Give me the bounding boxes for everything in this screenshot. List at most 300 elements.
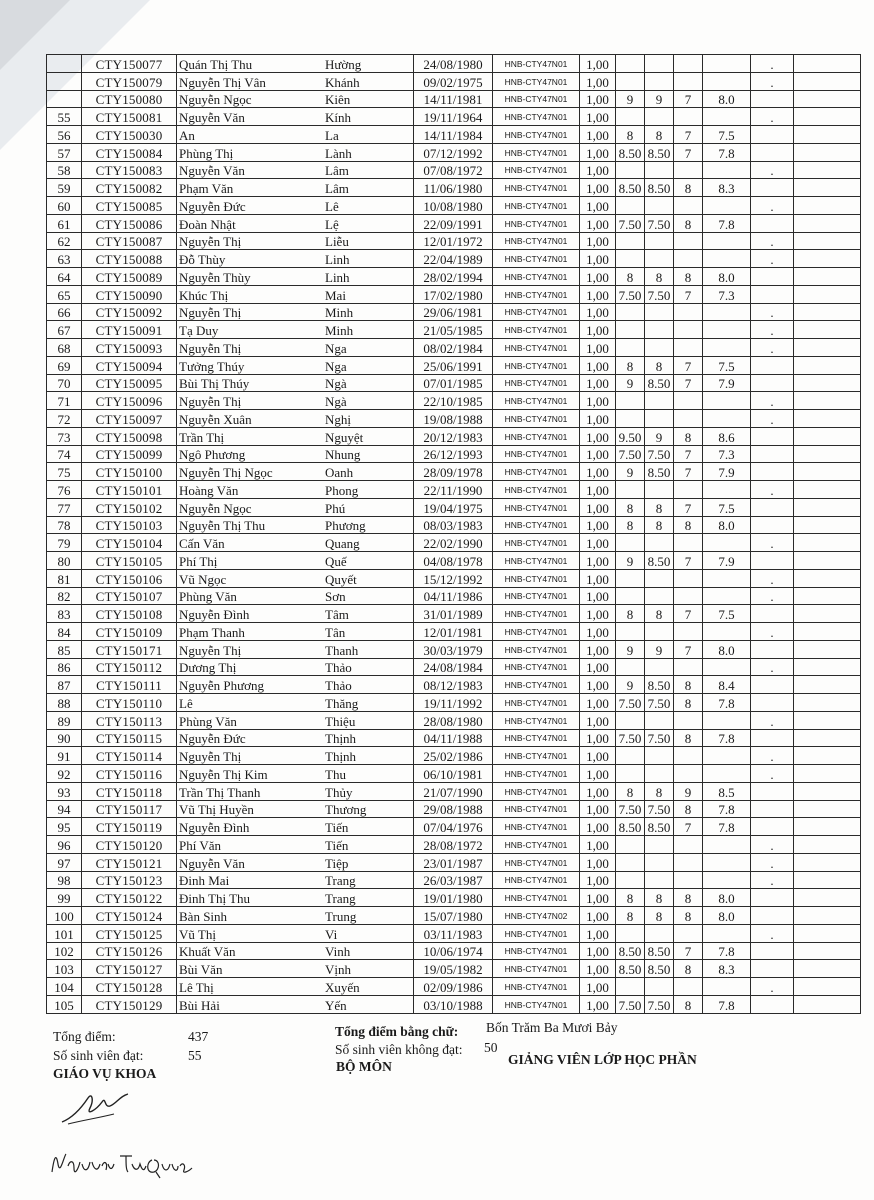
family-name-cell: Nguyễn Thị Ngọc (177, 463, 324, 481)
given-name-cell: La (323, 126, 414, 144)
student-id-cell: CTY150126 (82, 942, 177, 960)
coefficient-cell: 1,00 (580, 303, 616, 321)
coefficient-cell: 1,00 (580, 143, 616, 161)
average-score-cell: 8.3 (703, 179, 751, 197)
average-score-cell: 8.0 (703, 907, 751, 925)
remark-cell (794, 179, 861, 197)
remark-cell (794, 978, 861, 996)
given-name-cell: Mai (323, 285, 414, 303)
score-2-cell: 9 (645, 90, 674, 108)
average-score-cell: 8.3 (703, 960, 751, 978)
student-id-cell: CTY150083 (82, 161, 177, 179)
coefficient-cell: 1,00 (580, 995, 616, 1013)
given-name-cell: Thu (323, 765, 414, 783)
birth-date-cell: 28/08/1972 (414, 836, 493, 854)
row-number-cell: 61 (47, 214, 82, 232)
score-1-cell (616, 392, 645, 410)
given-name-cell: Linh (323, 250, 414, 268)
student-id-cell: CTY150122 (82, 889, 177, 907)
given-name-cell: Khánh (323, 72, 414, 90)
grades-table-body (47, 55, 861, 1014)
class-code-cell: HNB-CTY47N01 (493, 427, 580, 445)
table-row (47, 392, 861, 410)
score-2-cell (645, 711, 674, 729)
note-mark-cell: . (751, 232, 794, 250)
table-row (47, 374, 861, 392)
score-2-cell: 8 (645, 782, 674, 800)
row-number-cell: 73 (47, 427, 82, 445)
row-number-cell: 87 (47, 676, 82, 694)
score-1-cell (616, 303, 645, 321)
row-number-cell: 60 (47, 197, 82, 215)
given-name-cell: Quang (323, 534, 414, 552)
given-name-cell: Thiệu (323, 711, 414, 729)
class-code-cell: HNB-CTY47N01 (493, 747, 580, 765)
score-2-cell (645, 108, 674, 126)
table-row (47, 782, 861, 800)
note-mark-cell: . (751, 108, 794, 126)
family-name-cell: Bàn Sinh (177, 907, 324, 925)
birth-date-cell: 24/08/1980 (414, 55, 493, 73)
birth-date-cell: 12/01/1972 (414, 232, 493, 250)
score-2-cell (645, 871, 674, 889)
note-mark-cell (751, 516, 794, 534)
student-id-cell: CTY150110 (82, 694, 177, 712)
score-2-cell: 7.50 (645, 800, 674, 818)
score-2-cell: 8 (645, 268, 674, 286)
birth-date-cell: 29/08/1988 (414, 800, 493, 818)
birth-date-cell: 08/12/1983 (414, 676, 493, 694)
score-3-cell (674, 197, 703, 215)
student-id-cell: CTY150091 (82, 321, 177, 339)
given-name-cell: Tiến (323, 836, 414, 854)
row-number-cell: 92 (47, 765, 82, 783)
total-score-value: 437 (188, 1029, 209, 1044)
row-number-cell: 97 (47, 853, 82, 871)
coefficient-cell: 1,00 (580, 374, 616, 392)
given-name-cell: Nhung (323, 445, 414, 463)
row-number-cell: 90 (47, 729, 82, 747)
class-code-cell: HNB-CTY47N01 (493, 836, 580, 854)
class-code-cell: HNB-CTY47N01 (493, 232, 580, 250)
table-row (47, 303, 861, 321)
score-2-cell: 8 (645, 126, 674, 144)
note-mark-cell (751, 960, 794, 978)
average-score-cell: 8.0 (703, 268, 751, 286)
birth-date-cell: 24/08/1984 (414, 658, 493, 676)
student-id-cell: CTY150107 (82, 587, 177, 605)
score-3-cell: 7 (674, 143, 703, 161)
score-1-cell: 7.50 (616, 445, 645, 463)
row-number-cell: 78 (47, 516, 82, 534)
score-3-cell: 7 (674, 90, 703, 108)
birth-date-cell: 11/06/1980 (414, 179, 493, 197)
coefficient-cell: 1,00 (580, 605, 616, 623)
row-number-cell: 100 (47, 907, 82, 925)
given-name-cell: Thịnh (323, 747, 414, 765)
table-row (47, 516, 861, 534)
score-2-cell (645, 587, 674, 605)
score-1-cell: 8 (616, 516, 645, 534)
student-id-cell: CTY150080 (82, 90, 177, 108)
score-1-cell (616, 161, 645, 179)
class-code-cell: HNB-CTY47N01 (493, 658, 580, 676)
remark-cell (794, 321, 861, 339)
coefficient-cell: 1,00 (580, 569, 616, 587)
row-number-cell: 82 (47, 587, 82, 605)
table-row (47, 108, 861, 126)
class-code-cell: HNB-CTY47N01 (493, 410, 580, 428)
score-1-cell (616, 410, 645, 428)
table-row (47, 729, 861, 747)
family-name-cell: Nguyễn Thị (177, 303, 324, 321)
class-code-cell: HNB-CTY47N01 (493, 871, 580, 889)
score-1-cell (616, 108, 645, 126)
given-name-cell: Xuyến (323, 978, 414, 996)
row-number-cell: 66 (47, 303, 82, 321)
birth-date-cell: 28/08/1980 (414, 711, 493, 729)
class-code-cell: HNB-CTY47N01 (493, 197, 580, 215)
coefficient-cell: 1,00 (580, 108, 616, 126)
average-score-cell: 7.8 (703, 214, 751, 232)
class-code-cell: HNB-CTY47N01 (493, 268, 580, 286)
given-name-cell: Lâm (323, 161, 414, 179)
birth-date-cell: 19/08/1988 (414, 410, 493, 428)
remark-cell (794, 694, 861, 712)
average-score-cell (703, 658, 751, 676)
score-2-cell: 7.50 (645, 995, 674, 1013)
class-code-cell: HNB-CTY47N01 (493, 534, 580, 552)
score-1-cell: 9 (616, 676, 645, 694)
coefficient-cell: 1,00 (580, 711, 616, 729)
class-code-cell: HNB-CTY47N01 (493, 90, 580, 108)
table-row (47, 907, 861, 925)
row-number-cell (47, 90, 82, 108)
coefficient-cell: 1,00 (580, 871, 616, 889)
score-3-cell (674, 303, 703, 321)
table-row (47, 321, 861, 339)
score-2-cell: 8 (645, 889, 674, 907)
table-row (47, 676, 861, 694)
note-mark-cell: . (751, 72, 794, 90)
score-1-cell (616, 836, 645, 854)
average-score-cell: 8.0 (703, 889, 751, 907)
family-name-cell: Nguyễn Thị (177, 232, 324, 250)
birth-date-cell: 12/01/1981 (414, 623, 493, 641)
score-2-cell (645, 853, 674, 871)
average-score-cell: 7.5 (703, 605, 751, 623)
note-mark-cell (751, 552, 794, 570)
score-2-cell: 8.50 (645, 463, 674, 481)
birth-date-cell: 31/01/1989 (414, 605, 493, 623)
coefficient-cell: 1,00 (580, 463, 616, 481)
birth-date-cell: 14/11/1984 (414, 126, 493, 144)
row-number-cell: 63 (47, 250, 82, 268)
class-code-cell: HNB-CTY47N01 (493, 800, 580, 818)
table-row (47, 356, 861, 374)
remark-cell (794, 516, 861, 534)
row-number-cell: 71 (47, 392, 82, 410)
coefficient-cell: 1,00 (580, 694, 616, 712)
score-1-cell: 8 (616, 889, 645, 907)
student-id-cell: CTY150118 (82, 782, 177, 800)
row-number-cell: 84 (47, 623, 82, 641)
student-id-cell: CTY150113 (82, 711, 177, 729)
average-score-cell (703, 410, 751, 428)
remark-cell (794, 924, 861, 942)
student-id-cell: CTY150092 (82, 303, 177, 321)
score-2-cell (645, 72, 674, 90)
given-name-cell: Phương (323, 516, 414, 534)
coefficient-cell: 1,00 (580, 924, 616, 942)
remark-cell (794, 818, 861, 836)
birth-date-cell: 04/11/1988 (414, 729, 493, 747)
average-score-cell (703, 161, 751, 179)
family-name-cell: Vũ Thị (177, 924, 324, 942)
table-row (47, 250, 861, 268)
average-score-cell (703, 197, 751, 215)
score-1-cell: 8.50 (616, 143, 645, 161)
score-1-cell (616, 534, 645, 552)
family-name-cell: Bùi Thị Thúy (177, 374, 324, 392)
note-mark-cell (751, 90, 794, 108)
remark-cell (794, 303, 861, 321)
coefficient-cell: 1,00 (580, 534, 616, 552)
given-name-cell: Kính (323, 108, 414, 126)
family-name-cell: Bùi Hải (177, 995, 324, 1013)
score-3-cell: 8 (674, 268, 703, 286)
score-2-cell: 8 (645, 605, 674, 623)
given-name-cell: Nghị (323, 410, 414, 428)
score-2-cell: 8.50 (645, 942, 674, 960)
family-name-cell: Đinh Mai (177, 871, 324, 889)
birth-date-cell: 10/06/1974 (414, 942, 493, 960)
coefficient-cell: 1,00 (580, 126, 616, 144)
student-id-cell: CTY150082 (82, 179, 177, 197)
given-name-cell: Thủy (323, 782, 414, 800)
passed-count-value: 55 (188, 1048, 202, 1063)
birth-date-cell: 22/11/1990 (414, 481, 493, 499)
score-3-cell: 7 (674, 942, 703, 960)
score-3-cell: 7 (674, 445, 703, 463)
student-id-cell: CTY150097 (82, 410, 177, 428)
table-row (47, 55, 861, 73)
score-3-cell (674, 250, 703, 268)
note-mark-cell: . (751, 534, 794, 552)
coefficient-cell: 1,00 (580, 339, 616, 357)
given-name-cell: Lâm (323, 179, 414, 197)
table-row (47, 214, 861, 232)
given-name-cell: Quế (323, 552, 414, 570)
student-id-cell: CTY150112 (82, 658, 177, 676)
score-2-cell (645, 481, 674, 499)
score-3-cell (674, 72, 703, 90)
class-code-cell: HNB-CTY47N01 (493, 108, 580, 126)
given-name-cell: Thăng (323, 694, 414, 712)
class-code-cell: HNB-CTY47N01 (493, 498, 580, 516)
score-3-cell (674, 587, 703, 605)
score-1-cell (616, 55, 645, 73)
given-name-cell: Thảo (323, 676, 414, 694)
student-id-cell: CTY150108 (82, 605, 177, 623)
note-mark-cell: . (751, 161, 794, 179)
row-number-cell (47, 72, 82, 90)
note-mark-cell: . (751, 250, 794, 268)
note-mark-cell (751, 356, 794, 374)
score-1-cell: 8 (616, 498, 645, 516)
table-row (47, 143, 861, 161)
coefficient-cell: 1,00 (580, 765, 616, 783)
score-3-cell: 8 (674, 676, 703, 694)
coefficient-cell: 1,00 (580, 161, 616, 179)
score-3-cell (674, 55, 703, 73)
given-name-cell: Tân (323, 623, 414, 641)
score-2-cell: 9 (645, 640, 674, 658)
score-2-cell: 8 (645, 498, 674, 516)
note-mark-cell (751, 143, 794, 161)
family-name-cell: Vũ Thị Huyền (177, 800, 324, 818)
score-3-cell: 7 (674, 818, 703, 836)
birth-date-cell: 29/06/1981 (414, 303, 493, 321)
given-name-cell: Thịnh (323, 729, 414, 747)
class-code-cell: HNB-CTY47N01 (493, 72, 580, 90)
average-score-cell: 7.5 (703, 498, 751, 516)
average-score-cell (703, 747, 751, 765)
score-2-cell (645, 232, 674, 250)
note-mark-cell: . (751, 836, 794, 854)
row-number-cell: 83 (47, 605, 82, 623)
average-score-cell (703, 765, 751, 783)
score-1-cell: 8 (616, 782, 645, 800)
score-1-cell: 7.50 (616, 800, 645, 818)
failed-count-value: 50 (484, 1040, 498, 1055)
score-2-cell: 8.50 (645, 143, 674, 161)
student-id-cell: CTY150120 (82, 836, 177, 854)
score-3-cell (674, 569, 703, 587)
coefficient-cell: 1,00 (580, 232, 616, 250)
student-id-cell: CTY150171 (82, 640, 177, 658)
average-score-cell (703, 711, 751, 729)
given-name-cell: Thảo (323, 658, 414, 676)
table-row (47, 179, 861, 197)
note-mark-cell (751, 889, 794, 907)
average-score-cell: 8.6 (703, 427, 751, 445)
table-row (47, 658, 861, 676)
average-score-cell (703, 108, 751, 126)
student-id-cell: CTY150127 (82, 960, 177, 978)
table-row (47, 623, 861, 641)
row-number-cell: 99 (47, 889, 82, 907)
given-name-cell: Thanh (323, 640, 414, 658)
score-2-cell (645, 55, 674, 73)
class-code-cell: HNB-CTY47N01 (493, 321, 580, 339)
class-code-cell: HNB-CTY47N01 (493, 942, 580, 960)
score-1-cell (616, 232, 645, 250)
table-row (47, 836, 861, 854)
score-1-cell (616, 853, 645, 871)
score-3-cell (674, 339, 703, 357)
class-code-cell: HNB-CTY47N01 (493, 924, 580, 942)
birth-date-cell: 20/12/1983 (414, 427, 493, 445)
table-row (47, 818, 861, 836)
student-id-cell: CTY150099 (82, 445, 177, 463)
note-mark-cell: . (751, 765, 794, 783)
given-name-cell: Quyết (323, 569, 414, 587)
birth-date-cell: 26/03/1987 (414, 871, 493, 889)
family-name-cell: Nguyễn Thị Thu (177, 516, 324, 534)
note-mark-cell: . (751, 871, 794, 889)
score-3-cell: 8 (674, 729, 703, 747)
table-row (47, 711, 861, 729)
birth-date-cell: 03/11/1983 (414, 924, 493, 942)
score-3-cell: 8 (674, 694, 703, 712)
student-id-cell: CTY150124 (82, 907, 177, 925)
given-name-cell: Vịnh (323, 960, 414, 978)
birth-date-cell: 17/02/1980 (414, 285, 493, 303)
given-name-cell: Hường (323, 55, 414, 73)
family-name-cell: Nguyễn Đức (177, 197, 324, 215)
note-mark-cell: . (751, 481, 794, 499)
average-score-cell: 7.8 (703, 995, 751, 1013)
coefficient-cell: 1,00 (580, 197, 616, 215)
coefficient-cell: 1,00 (580, 250, 616, 268)
student-id-cell: CTY150114 (82, 747, 177, 765)
birth-date-cell: 10/08/1980 (414, 197, 493, 215)
coefficient-cell: 1,00 (580, 889, 616, 907)
note-mark-cell: . (751, 55, 794, 73)
table-row (47, 694, 861, 712)
score-3-cell (674, 410, 703, 428)
birth-date-cell: 03/10/1988 (414, 995, 493, 1013)
given-name-cell: Lệ (323, 214, 414, 232)
birth-date-cell: 19/11/1964 (414, 108, 493, 126)
student-id-cell: CTY150093 (82, 339, 177, 357)
coefficient-cell: 1,00 (580, 800, 616, 818)
family-name-cell: Nguyễn Thị (177, 747, 324, 765)
birth-date-cell: 15/12/1992 (414, 569, 493, 587)
remark-cell (794, 498, 861, 516)
class-code-cell: HNB-CTY47N01 (493, 782, 580, 800)
coefficient-cell: 1,00 (580, 747, 616, 765)
birth-date-cell: 26/12/1993 (414, 445, 493, 463)
score-2-cell: 8 (645, 356, 674, 374)
family-name-cell: Phạm Thanh (177, 623, 324, 641)
class-code-cell: HNB-CTY47N01 (493, 978, 580, 996)
class-code-cell: HNB-CTY47N01 (493, 729, 580, 747)
remark-cell (794, 960, 861, 978)
coefficient-cell: 1,00 (580, 552, 616, 570)
note-mark-cell (751, 463, 794, 481)
birth-date-cell: 15/07/1980 (414, 907, 493, 925)
row-number-cell: 93 (47, 782, 82, 800)
given-name-cell: Thương (323, 800, 414, 818)
score-3-cell (674, 978, 703, 996)
coefficient-cell: 1,00 (580, 978, 616, 996)
score-2-cell: 8.50 (645, 676, 674, 694)
remark-cell (794, 463, 861, 481)
note-mark-cell: . (751, 392, 794, 410)
birth-date-cell: 14/11/1981 (414, 90, 493, 108)
table-row (47, 640, 861, 658)
average-score-cell: 7.5 (703, 356, 751, 374)
table-row (47, 587, 861, 605)
score-3-cell: 7 (674, 498, 703, 516)
score-1-cell (616, 871, 645, 889)
table-row (47, 765, 861, 783)
table-row (47, 339, 861, 357)
score-2-cell (645, 924, 674, 942)
score-2-cell (645, 534, 674, 552)
